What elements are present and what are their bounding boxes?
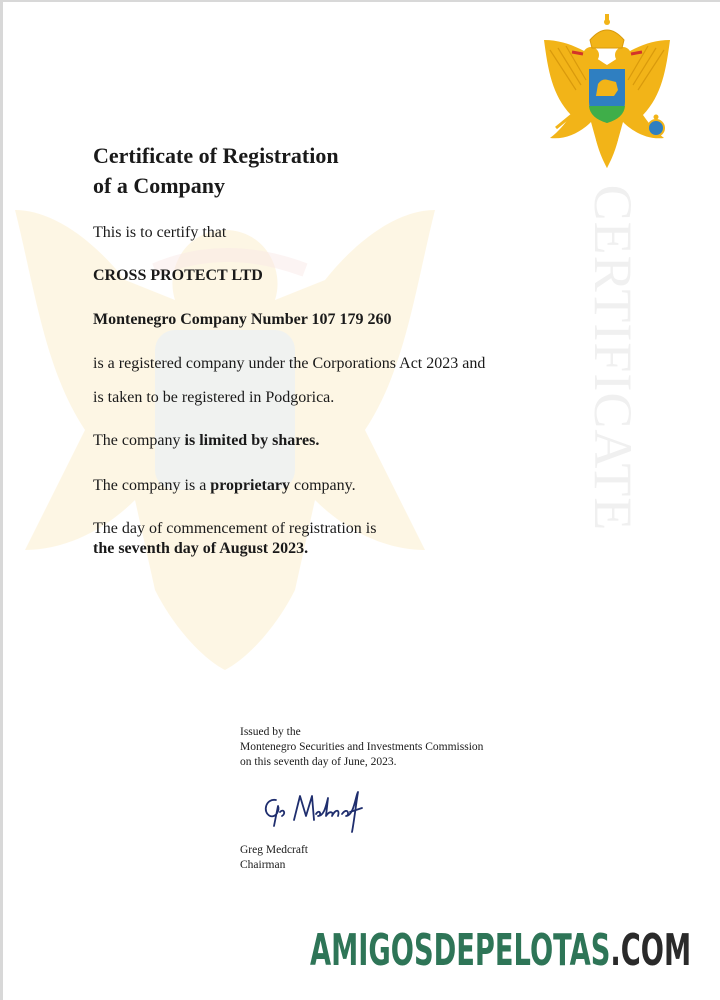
page-border-left: [0, 0, 3, 1000]
certificate-title: Certificate of Registration of a Company: [93, 143, 339, 198]
brand-tld: .COM: [610, 925, 692, 976]
limited-by-shares-statement: The company is limited by shares.: [93, 432, 320, 449]
signer-title: Chairman: [240, 859, 286, 871]
intro-text: This is to certify that: [93, 224, 227, 241]
commencement-statement: The day of commencement of registration is: [93, 520, 377, 537]
company-name: CROSS PROTECT LTD: [93, 267, 263, 284]
signer-name: Greg Medcraft: [240, 844, 309, 856]
eagle-watermark-icon: [5, 170, 445, 670]
signer-block: [240, 843, 308, 873]
issuer-block: Issued by the Montenegro Securities and Investments Commission on this seventh day of June, 2023.: [240, 726, 484, 768]
certificate-watermark-text: CERTIFICATE: [583, 184, 643, 532]
montenegro-coat-of-arms-icon: [536, 10, 678, 170]
commencement-date: the seventh day of August 2023.: [93, 540, 309, 557]
proprietary-statement: The company is a proprietary company.: [93, 477, 356, 494]
company-number: Montenegro Company Number 107 179 260: [93, 311, 392, 328]
signature-icon: [258, 786, 378, 836]
registration-statement-line1: is a registered company under the Corporations Act 2023 and: [93, 355, 486, 372]
brand-name: AMIGOSDEPELOTAS: [310, 925, 611, 976]
brand-watermark-logo: [310, 923, 691, 979]
page-border-top: [0, 0, 720, 2]
registration-statement-line2: is taken to be registered in Podgorica.: [93, 389, 335, 406]
